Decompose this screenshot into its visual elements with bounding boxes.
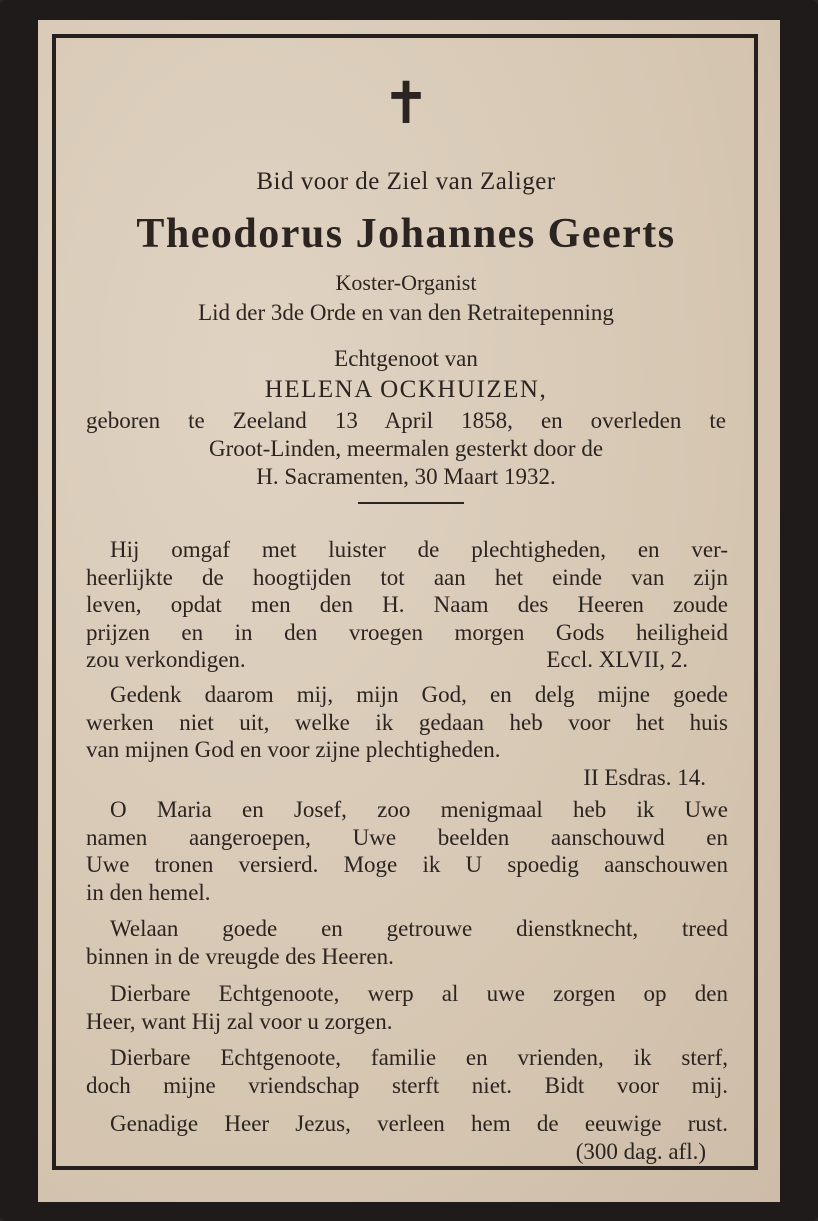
verse-line: O Maria en Josef, zoo menigmaal heb ik Uwe (110, 797, 728, 822)
verse-6 (86, 1044, 728, 1099)
verse-line: Dierbare Echtgenoote, familie en vrienden, ik sterf, (110, 1045, 728, 1070)
verse-line: Hij omgaf met luister de plechtigheden, en ver- (110, 537, 728, 562)
verse-line: Gedenk daarom mij, mijn God, en delg mijne goede (110, 682, 728, 707)
verse-line: Heer, want Hij zal voor u zorgen. (86, 1008, 393, 1034)
verse-4 (86, 915, 728, 970)
scripture-ref: Eccl. XLVII, 2. (546, 647, 688, 672)
card-paper (38, 20, 780, 1202)
verse-text: zou verkondigen. (86, 647, 246, 672)
verse-line: doch mijne vriendschap sterft niet. Bidt voor mij. (86, 1072, 728, 1098)
spouse-name: HELENA OCKHUIZEN, (264, 376, 548, 403)
indulgence-note: (300 dag. afl.) (575, 1138, 706, 1164)
spouse-intro: Echtgenoot van (334, 346, 478, 371)
verse-7 (86, 1110, 728, 1165)
birth-death-line-2: Groot-Linden, meermalen gesterkt door de (208, 436, 604, 461)
verse-line: Uwe tronen versierd. Moge ik U spoedig aanschouwen (86, 852, 728, 877)
deceased-name: Theodorus Johannes Geerts (136, 211, 676, 257)
verses (86, 38, 728, 1166)
verse-line: Welaan goede en getrouwe dienstknecht, treed (110, 916, 728, 941)
verse-line (86, 646, 728, 674)
verse-1 (86, 536, 728, 674)
verse-line: Genadige Heer Jezus, verleen hem de eeuwige rust. (110, 1111, 728, 1136)
mourning-border (52, 34, 758, 1170)
verse-line: van mijnen God en voor zijne plechtigheden. (86, 737, 501, 762)
occupation: Koster-Organist (335, 270, 477, 295)
membership: Lid der 3de Orde en van den Retraitepenning (198, 300, 614, 325)
cross-icon: ✝ (381, 69, 431, 137)
birth-death-line-3: H. Sacramenten, 30 Maart 1932. (256, 464, 556, 489)
verse-line: prijzen en in den vroegen morgen Gods heiligheid (86, 619, 728, 645)
verse-line: binnen in de vreugde des Heeren. (86, 943, 394, 969)
prayer-request: Bid voor de Ziel van Zaliger (256, 168, 556, 195)
verse-line: heerlijkte de hoogtijden tot aan het einde van zijn (86, 564, 728, 590)
verse-line: Dierbare Echtgenoote, werp al uwe zorgen op den (110, 981, 728, 1006)
verse-2 (86, 681, 728, 791)
verse-line: in den hemel. (86, 879, 211, 905)
verse-line: namen aangeroepen, Uwe beelden aanschouwd en (86, 824, 728, 850)
verse-5 (86, 980, 728, 1035)
scripture-ref: II Esdras. 14. (583, 764, 706, 790)
verse-3 (86, 796, 728, 906)
verse-line: leven, opdat men den H. Naam des Heeren zoude (86, 592, 728, 617)
birth-death-line-1: geboren te Zeeland 13 April 1858, en overleden te (86, 408, 726, 433)
card-content (78, 38, 734, 1166)
verse-line: werken niet uit, welke ik gedaan heb voor het huis (86, 709, 728, 735)
